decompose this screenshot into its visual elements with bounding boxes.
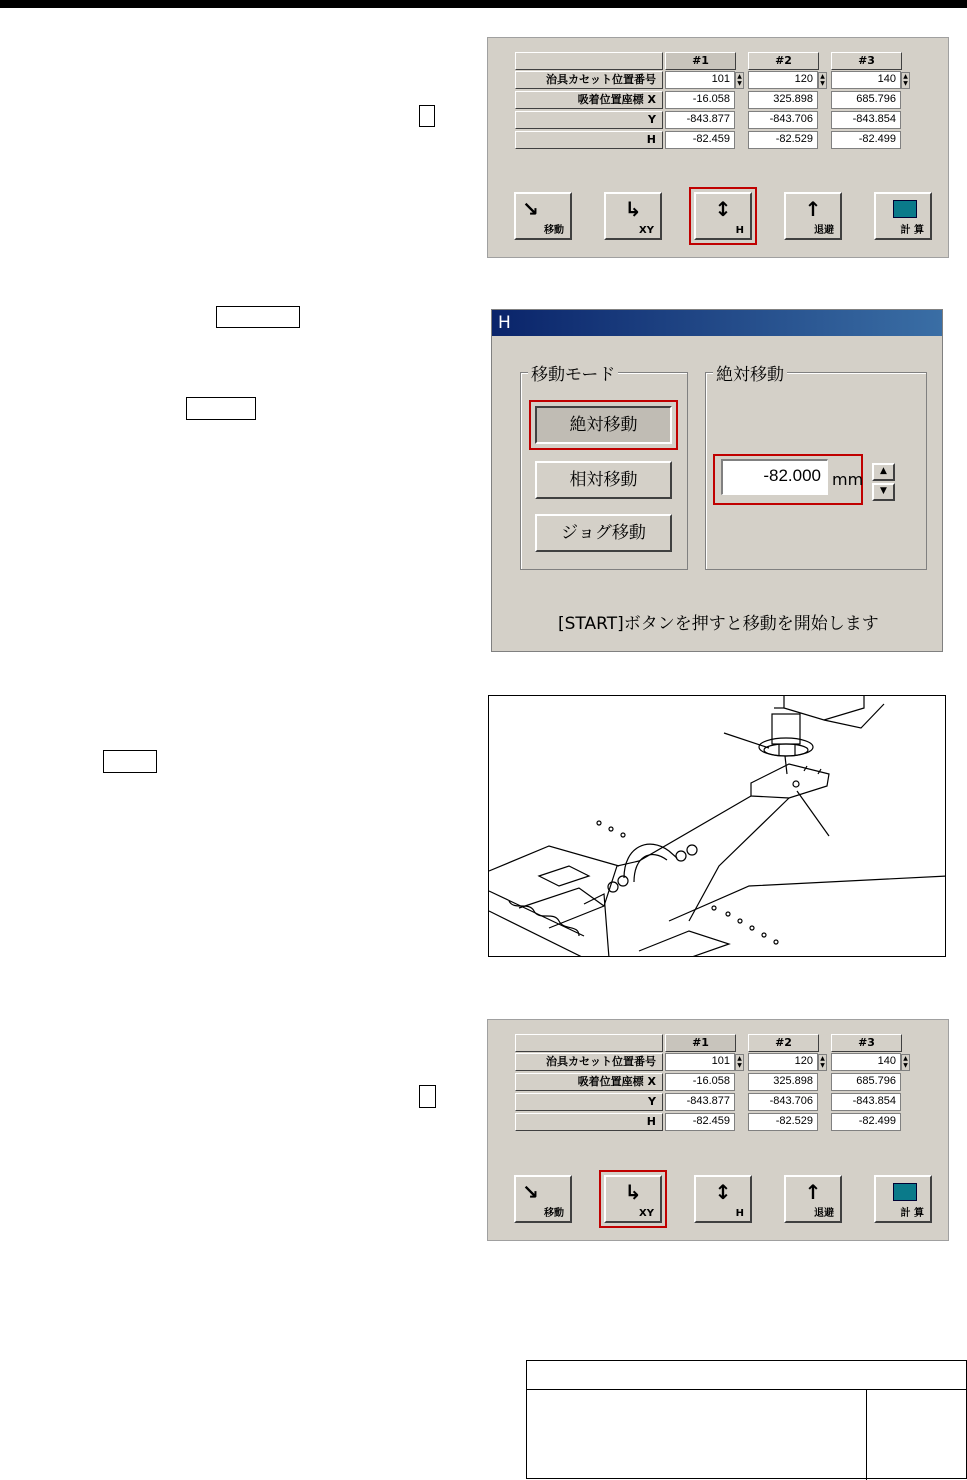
table-cell[interactable]: 325.898 — [748, 1073, 818, 1091]
xy-move-icon: ↳ — [624, 197, 642, 221]
calculator-icon — [893, 200, 917, 218]
column-header-2[interactable]: #2 — [748, 1034, 819, 1052]
table-cell[interactable]: -82.499 — [831, 131, 901, 149]
column-header-2[interactable]: #2 — [748, 52, 819, 70]
spin-up-icon[interactable]: ▲ — [820, 1055, 825, 1062]
table-divider — [866, 1389, 867, 1480]
jig-panel-1 — [487, 37, 949, 258]
table-cell[interactable]: -843.854 — [831, 1093, 901, 1111]
jig-illustration — [488, 695, 946, 957]
retract-up-icon: ↑ — [804, 197, 822, 221]
top-rule — [0, 0, 967, 8]
vertical-move-icon: ↕ — [714, 197, 732, 221]
key-box — [419, 1085, 436, 1108]
spin-up-icon[interactable]: ▲ — [737, 1055, 742, 1062]
absolute-move-button[interactable]: 絶対移動 — [535, 406, 672, 444]
table-cell[interactable]: -16.058 — [665, 91, 735, 109]
mode-group-label: 移動モード — [528, 360, 618, 385]
table-cell[interactable]: -82.499 — [831, 1113, 901, 1131]
jog-move-button[interactable]: ジョグ移動 — [535, 514, 672, 552]
calculate-button[interactable]: 計 算 — [874, 192, 932, 240]
table-cell[interactable]: 101 — [665, 71, 735, 89]
spin-up-icon[interactable]: ▲ — [903, 73, 908, 80]
h-button[interactable]: ↕ H — [694, 192, 752, 240]
table-cell[interactable]: -16.058 — [665, 1073, 735, 1091]
xy-move-icon: ↳ — [624, 1180, 642, 1204]
spinner[interactable] — [901, 72, 910, 89]
spin-down-icon[interactable]: ▼ — [820, 1062, 825, 1069]
status-message: [START]ボタンを押すと移動を開始します — [558, 614, 879, 634]
table-cell[interactable]: 325.898 — [748, 91, 818, 109]
row-label-cassette: 治具カセット位置番号 — [515, 71, 663, 89]
move-button[interactable]: ↘ 移動 — [514, 192, 572, 240]
move-button[interactable]: ↘ 移動 — [514, 1175, 572, 1223]
h-dialog — [491, 309, 943, 652]
spinner[interactable] — [818, 72, 827, 89]
table-cell[interactable]: -82.529 — [748, 131, 818, 149]
h-button[interactable]: ↕ H — [694, 1175, 752, 1223]
column-header-3[interactable]: #3 — [831, 1034, 902, 1052]
table-cell[interactable]: 685.796 — [831, 91, 901, 109]
row-label-y: Y — [515, 111, 663, 129]
table-cell[interactable]: -82.459 — [665, 1113, 735, 1131]
key-box — [419, 105, 435, 127]
spin-down-icon[interactable]: ▼ — [903, 80, 908, 87]
table-cell[interactable]: -843.706 — [748, 1093, 818, 1111]
table-cell[interactable]: 685.796 — [831, 1073, 901, 1091]
value-group-label: 絶対移動 — [713, 360, 787, 385]
value-up-button[interactable]: ▲ — [872, 463, 895, 481]
spin-down-icon[interactable]: ▼ — [737, 80, 742, 87]
diagonal-move-icon: ↘ — [522, 1180, 539, 1204]
table-cell[interactable]: -843.854 — [831, 111, 901, 129]
signature-table — [526, 1360, 967, 1479]
table-divider — [527, 1389, 967, 1390]
table-cell[interactable]: -843.877 — [665, 111, 735, 129]
dialog-title: H — [492, 310, 942, 336]
key-box — [186, 397, 256, 420]
table-cell[interactable]: -82.529 — [748, 1113, 818, 1131]
table-cell[interactable]: -843.706 — [748, 111, 818, 129]
column-header-1[interactable]: #1 — [665, 1034, 736, 1052]
spinner[interactable] — [818, 1054, 827, 1071]
jig-panel-2 — [487, 1019, 949, 1241]
spin-up-icon[interactable]: ▲ — [737, 73, 742, 80]
table-cell[interactable]: 140 — [831, 71, 901, 89]
relative-move-button[interactable]: 相対移動 — [535, 461, 672, 499]
table-cell[interactable]: 140 — [831, 1053, 901, 1071]
column-header-3[interactable]: #3 — [831, 52, 902, 70]
xy-button[interactable]: ↳ XY — [604, 192, 662, 240]
corner-header — [515, 1034, 663, 1052]
table-cell[interactable]: -82.459 — [665, 131, 735, 149]
vertical-move-icon: ↕ — [714, 1180, 732, 1204]
row-label-y: Y — [515, 1093, 663, 1111]
spin-down-icon[interactable]: ▼ — [737, 1062, 742, 1069]
spin-up-icon[interactable]: ▲ — [820, 73, 825, 80]
retract-button[interactable]: ↑ 退避 — [784, 192, 842, 240]
spinner[interactable] — [901, 1054, 910, 1071]
unit-label: mm — [832, 470, 864, 489]
machine-drawing — [489, 696, 946, 957]
spinner[interactable] — [735, 1054, 744, 1071]
spin-down-icon[interactable]: ▼ — [820, 80, 825, 87]
calculator-icon — [893, 1183, 917, 1201]
xy-button[interactable]: ↳ XY — [604, 1175, 662, 1223]
calculate-button[interactable]: 計 算 — [874, 1175, 932, 1223]
table-cell[interactable]: 120 — [748, 1053, 818, 1071]
row-label-x: 吸着位置座標 X — [515, 1073, 663, 1091]
spin-up-icon[interactable]: ▲ — [903, 1055, 908, 1062]
row-label-h: H — [515, 1113, 663, 1131]
spinner[interactable] — [735, 72, 744, 89]
diagonal-move-icon: ↘ — [522, 197, 539, 221]
column-header-1[interactable]: #1 — [665, 52, 736, 70]
key-box — [216, 306, 300, 328]
row-label-x: 吸着位置座標 X — [515, 91, 663, 109]
table-cell[interactable]: 120 — [748, 71, 818, 89]
value-down-button[interactable]: ▼ — [872, 483, 895, 501]
key-box — [103, 750, 157, 773]
retract-button[interactable]: ↑ 退避 — [784, 1175, 842, 1223]
table-cell[interactable]: -843.877 — [665, 1093, 735, 1111]
h-value-input[interactable]: -82.000 — [721, 459, 828, 495]
row-label-h: H — [515, 131, 663, 149]
spin-down-icon[interactable]: ▼ — [903, 1062, 908, 1069]
corner-header — [515, 52, 663, 70]
retract-up-icon: ↑ — [804, 1180, 822, 1204]
table-cell[interactable]: 101 — [665, 1053, 735, 1071]
row-label-cassette: 治具カセット位置番号 — [515, 1053, 663, 1071]
